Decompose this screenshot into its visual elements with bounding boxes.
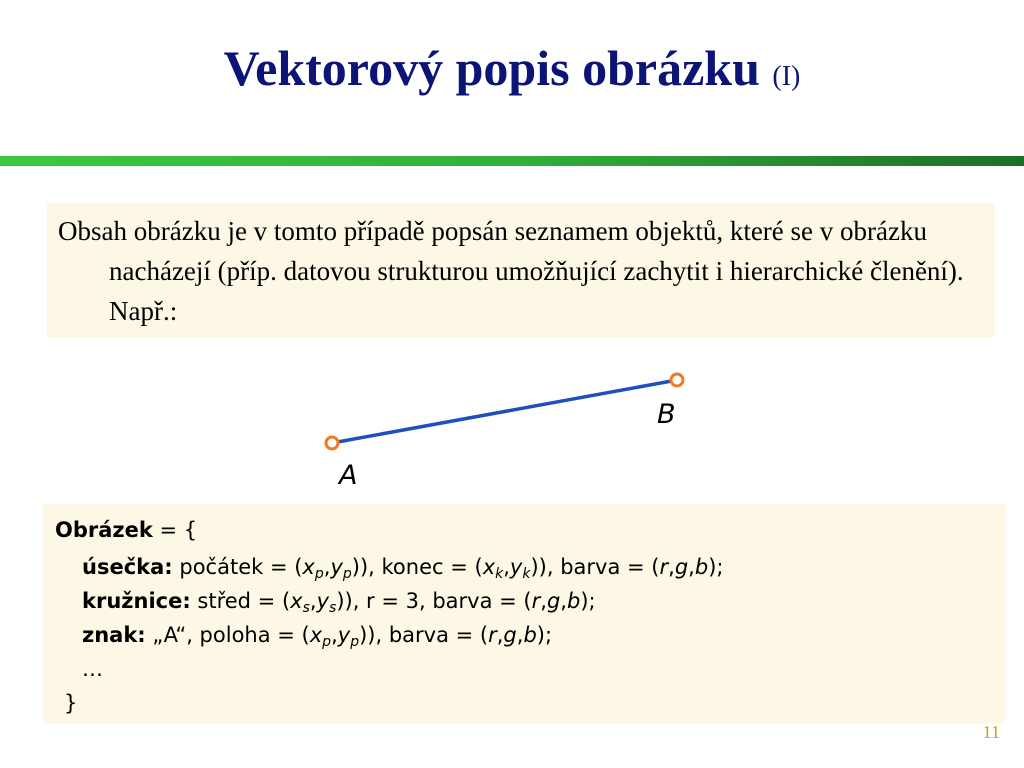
subscript: k — [495, 566, 504, 582]
intro-text: Obsah obrázku je v tomto případě popsán seznamem objektů, které se v obrázku nacházejí (příp. datovou strukturou umožňující zachytit i hierarchické členění). Např.: — [58, 216, 964, 326]
code-item — [82, 618, 993, 652]
variable: b — [566, 589, 581, 613]
variable: y — [330, 555, 343, 579]
subscript: s — [302, 600, 310, 616]
code-item-keyword: úsečka: — [82, 555, 173, 579]
variable: r — [659, 555, 669, 579]
point-b-label: B — [657, 399, 676, 430]
subscript: p — [322, 634, 332, 650]
code-header-keyword: Obrázek — [55, 518, 153, 542]
subscript: p — [350, 634, 360, 650]
code-header — [55, 513, 993, 547]
code-closing-brace: } — [64, 691, 78, 715]
variable: r — [488, 623, 497, 647]
page-number: 11 — [982, 722, 1000, 742]
code-item-keyword: kružnice: — [82, 589, 191, 613]
code-ellipsis: … — [82, 657, 103, 681]
variable: x — [309, 623, 323, 647]
variable: g — [674, 555, 689, 579]
slide-title-suffix: (I) — [772, 61, 801, 92]
variable: b — [694, 555, 709, 579]
variable: x — [290, 589, 303, 613]
variable: g — [546, 589, 561, 613]
endpoint-b-circle — [671, 374, 683, 386]
variable: x — [482, 555, 496, 579]
code-item-keyword: znak: — [82, 623, 146, 647]
subscript: p — [314, 566, 324, 582]
code-item — [82, 584, 993, 618]
subscript: p — [342, 566, 352, 582]
code-item-text: „A“, poloha = $(x_p,y_p)$), barva = (r,g,b); — [145, 623, 553, 650]
endpoint-a-circle — [326, 437, 338, 449]
code-header-brace: = { — [152, 518, 198, 542]
variable: r — [531, 589, 541, 613]
code-body — [55, 550, 993, 686]
variable: y — [509, 555, 523, 579]
subscript: k — [522, 566, 531, 582]
code-item — [82, 550, 993, 584]
variable: y — [337, 623, 351, 647]
variable: x — [302, 555, 315, 579]
code-item-text: počátek = $(x_p,y_p)$), konec = $(x_k,y_k)$), barva = (r,g,b); — [172, 555, 724, 582]
variable: y — [316, 589, 330, 613]
variable: g — [503, 623, 517, 647]
code-item-text: střed = $(x_s,y_s)$), r = 3, barva = (r,g,b); — [190, 589, 596, 616]
slide-title-text: Vektorový popis obrázku — [223, 40, 760, 96]
variable: b — [523, 623, 537, 647]
segment-line — [332, 380, 677, 443]
point-a-label: A — [339, 460, 358, 491]
subscript: s — [329, 600, 337, 616]
code-box — [43, 504, 1005, 724]
